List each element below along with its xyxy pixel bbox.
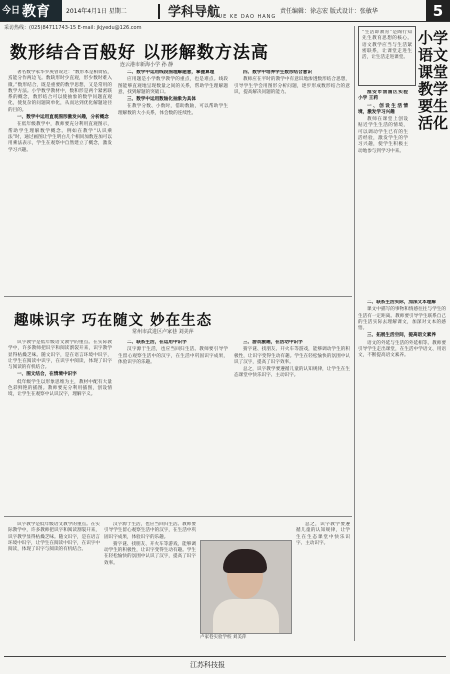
article1-paragraph: 在低年级教学中，教师要充分利用直观图示，帮助学生理解数学概念。例如在教学“认识乘法”时，通过画图让学生明白几个相同加数连加可以用乘法表示，学生在观察中自然建立了概念，激发学习兴趣。 bbox=[8, 122, 112, 153]
article2-paragraph: 汉字源于生活，也应当回归生活。教师要引导学生留心观察生活中的汉字，在生活中巩固识字成果，体验识字的乐趣。 bbox=[118, 347, 228, 365]
header-divider bbox=[158, 4, 160, 19]
sidebar-headline: 小学语文课堂教学要生活化 bbox=[418, 29, 449, 132]
sidebar-divider bbox=[354, 26, 355, 641]
article1-paragraph: 在教学分数、小数时，借助数轴，可以帮助学生理解数的大小关系，体会数的连续性。 bbox=[118, 104, 228, 116]
section-title: 学科导航 bbox=[168, 5, 221, 20]
article-divider bbox=[4, 296, 352, 297]
article2-byline: 常州市武进区卢家巷 刘美萍 bbox=[132, 329, 194, 335]
article1-subhead: 四、数学中培养学生数形结合意识 bbox=[243, 70, 312, 75]
article2-headline: 趣味识字 巧在随文 妙在生态 bbox=[14, 313, 213, 329]
section-subtitle: XUE KE DAO HANG bbox=[214, 14, 277, 20]
sidebar-intro: “生活即教育”是陶行知先生教育思想的核心。语文教学应当与生活紧密联系，让课堂走进生活，让生活走进课堂。 bbox=[362, 30, 412, 61]
article2-subhead: 三、游戏激趣，在活动中识字 bbox=[243, 340, 303, 345]
article2-column-3 bbox=[234, 340, 350, 512]
bottom-paragraph: 识字教学是低年级语文教学的重点。在实际教学中，许多教师把识字和阅读割裂开来，识字教学显得枯燥乏味。随文识字，是在语言环境中识字，让学生在阅读中识字，在识字中阅读，体现了识字与阅读的有机结合。 bbox=[8, 522, 100, 553]
photo-shirt bbox=[213, 599, 279, 633]
editor-credits: 责任编辑：徐志宏 版式设计：张敏华 bbox=[280, 8, 378, 15]
sidebar-paragraph: 语文的外延与生活的外延相等。教师要引导学生走出课堂，在生活中学语文、用语文，不断提高语文素养。 bbox=[358, 340, 446, 359]
issue-date: 2014年4月1日 星期二 bbox=[66, 8, 127, 15]
author-photo bbox=[200, 540, 292, 634]
page-number: 5 bbox=[426, 0, 450, 22]
article2-subhead: 二、联系生活，在运用中识字 bbox=[127, 340, 187, 345]
bottom-paragraph: 汉字源于生活，也应当回归生活。教师要引导学生留心观察生活中的汉字，在生活中巩固识字成果，体验识字的乐趣。 bbox=[104, 522, 196, 540]
article2-subhead: 一、图文结合，在情境中识字 bbox=[17, 372, 77, 378]
header-rule bbox=[0, 21, 450, 22]
photo-caption: 卢家巷实验学校 刘美萍 bbox=[200, 635, 247, 640]
article1-paragraph: 著名数学家华罗庚曾说过：“数形本是相倚依，焉能分作两边飞。数缺形时少直观，形少数时难入微。”数形结合，既是重要的数学思想，又是常用的数学方法。小学数学教材中，数和形是两个紧密联系的概念，数形结合可以使抽象的数学问题直观化，使复杂的问题简单化，从而达到优化解题途径的目的。 bbox=[8, 70, 112, 113]
logo-small-text: 今日 bbox=[2, 6, 21, 16]
sidebar-column-2 bbox=[358, 300, 446, 652]
bottom-column-3 bbox=[296, 522, 350, 652]
logo-big-text: 教育 bbox=[22, 4, 50, 20]
footer-publication: 江苏科技报 bbox=[190, 661, 225, 669]
article2-column-1 bbox=[8, 340, 112, 512]
bottom-paragraph: 总之，识字教学要遵循儿童的认知规律，让学生在生态课堂中快乐识字、主动识字。 bbox=[296, 522, 350, 546]
article1-column-3 bbox=[234, 70, 350, 292]
masthead-logo bbox=[0, 0, 62, 22]
article1-column-2 bbox=[118, 70, 228, 292]
article2-paragraph: 识字教学是低年级语文教学的重点。在实际教学中，许多教师把识字和阅读割裂开来，识字教学显得枯燥乏味。随文识字，是在语言环境中识字，让学生在阅读中识字，在识字中阅读，体现了识字与阅读的有机结合。 bbox=[8, 340, 112, 371]
article1-subhead: 三、数学中运用数轴化抽象为具体 bbox=[127, 97, 196, 103]
article1-byline: 连云港市新海小学 孙 静 bbox=[120, 62, 174, 68]
bottom-paragraph: 猜字谜、找朋友、开火车等游戏，能够调动学生的积极性，让识字变得生动有趣。学生在轻松愉快的氛围中认识了汉字，提高了识字效率。 bbox=[104, 541, 196, 566]
article1-column-1 bbox=[8, 70, 112, 292]
sidebar-paragraph: 课文中描写的事物和情感往往与学生的生活有一定距离。教师要引导学生联系自己的生活实际去理解课文，加深对文本的感悟。 bbox=[358, 307, 446, 332]
sidebar-subhead: 一、创设生活情境，激发学习兴趣 bbox=[358, 103, 408, 115]
article1-paragraph: 应用题是小学数学教学的重点，也是难点。线段图能够直观地呈现数量之间的关系，帮助学生理解题意，找到解题的突破口。 bbox=[118, 77, 228, 95]
page-header bbox=[0, 0, 450, 22]
article2-paragraph: 低年级学生以形象思维为主，教材中配有大量色彩鲜艳的插图。教师要充分利用插图，创设情境，让学生在观察中认识汉字，理解字义。 bbox=[8, 379, 112, 398]
article1-subhead: 二、数学中运用线段图理解题意，掌握算理 bbox=[127, 70, 215, 75]
article1-paragraph: 教师应在平时的教学中有意识地渗透数形结合思想，引导学生学会用图形分析问题，逐步形成数形结合的意识，提高解决问题的能力。 bbox=[234, 77, 350, 95]
article1-headline: 数形结合百般好 以形解数方法高 bbox=[10, 43, 269, 63]
article2-paragraph: 总之，识字教学要遵循儿童的认知规律，让学生在生态课堂中快乐识字、主动识字。 bbox=[234, 367, 350, 379]
sidebar-author: 淮安市清浦区实验小学 王莉 bbox=[358, 90, 408, 102]
article2-paragraph: 猜字谜、找朋友、开火车等游戏，能够调动学生的积极性，让识字变得生动有趣。学生在轻松愉快的氛围中认识了汉字，提高了识字效率。 bbox=[234, 347, 350, 365]
sidebar-paragraph: 教师在课堂上创设贴近学生生活的情境，可以调动学生已有的生活经验，激发学生的学习兴趣，使学生积极主动地参与到学习中来。 bbox=[358, 117, 408, 154]
sidebar-subhead: 三、拓展生活空间，提高语文素养 bbox=[367, 333, 436, 339]
footer-rule bbox=[4, 656, 446, 657]
article1-subhead: 一、数学中运用直观图形激发兴趣，分析概念 bbox=[17, 115, 109, 121]
sidebar-column-1 bbox=[358, 90, 408, 295]
bottom-column-2 bbox=[104, 522, 196, 652]
article2-column-2 bbox=[118, 340, 228, 512]
photo-hair bbox=[223, 549, 267, 573]
sidebar-intro-box bbox=[358, 26, 416, 86]
bottom-divider bbox=[4, 516, 352, 517]
bottom-column-1 bbox=[8, 522, 100, 652]
contact-line: 采访热线：(025)84711743-15 E-mail: jkjyedu@126.com bbox=[4, 25, 142, 31]
sidebar-subhead: 二、联系生活实际，加深文本理解 bbox=[367, 300, 436, 305]
